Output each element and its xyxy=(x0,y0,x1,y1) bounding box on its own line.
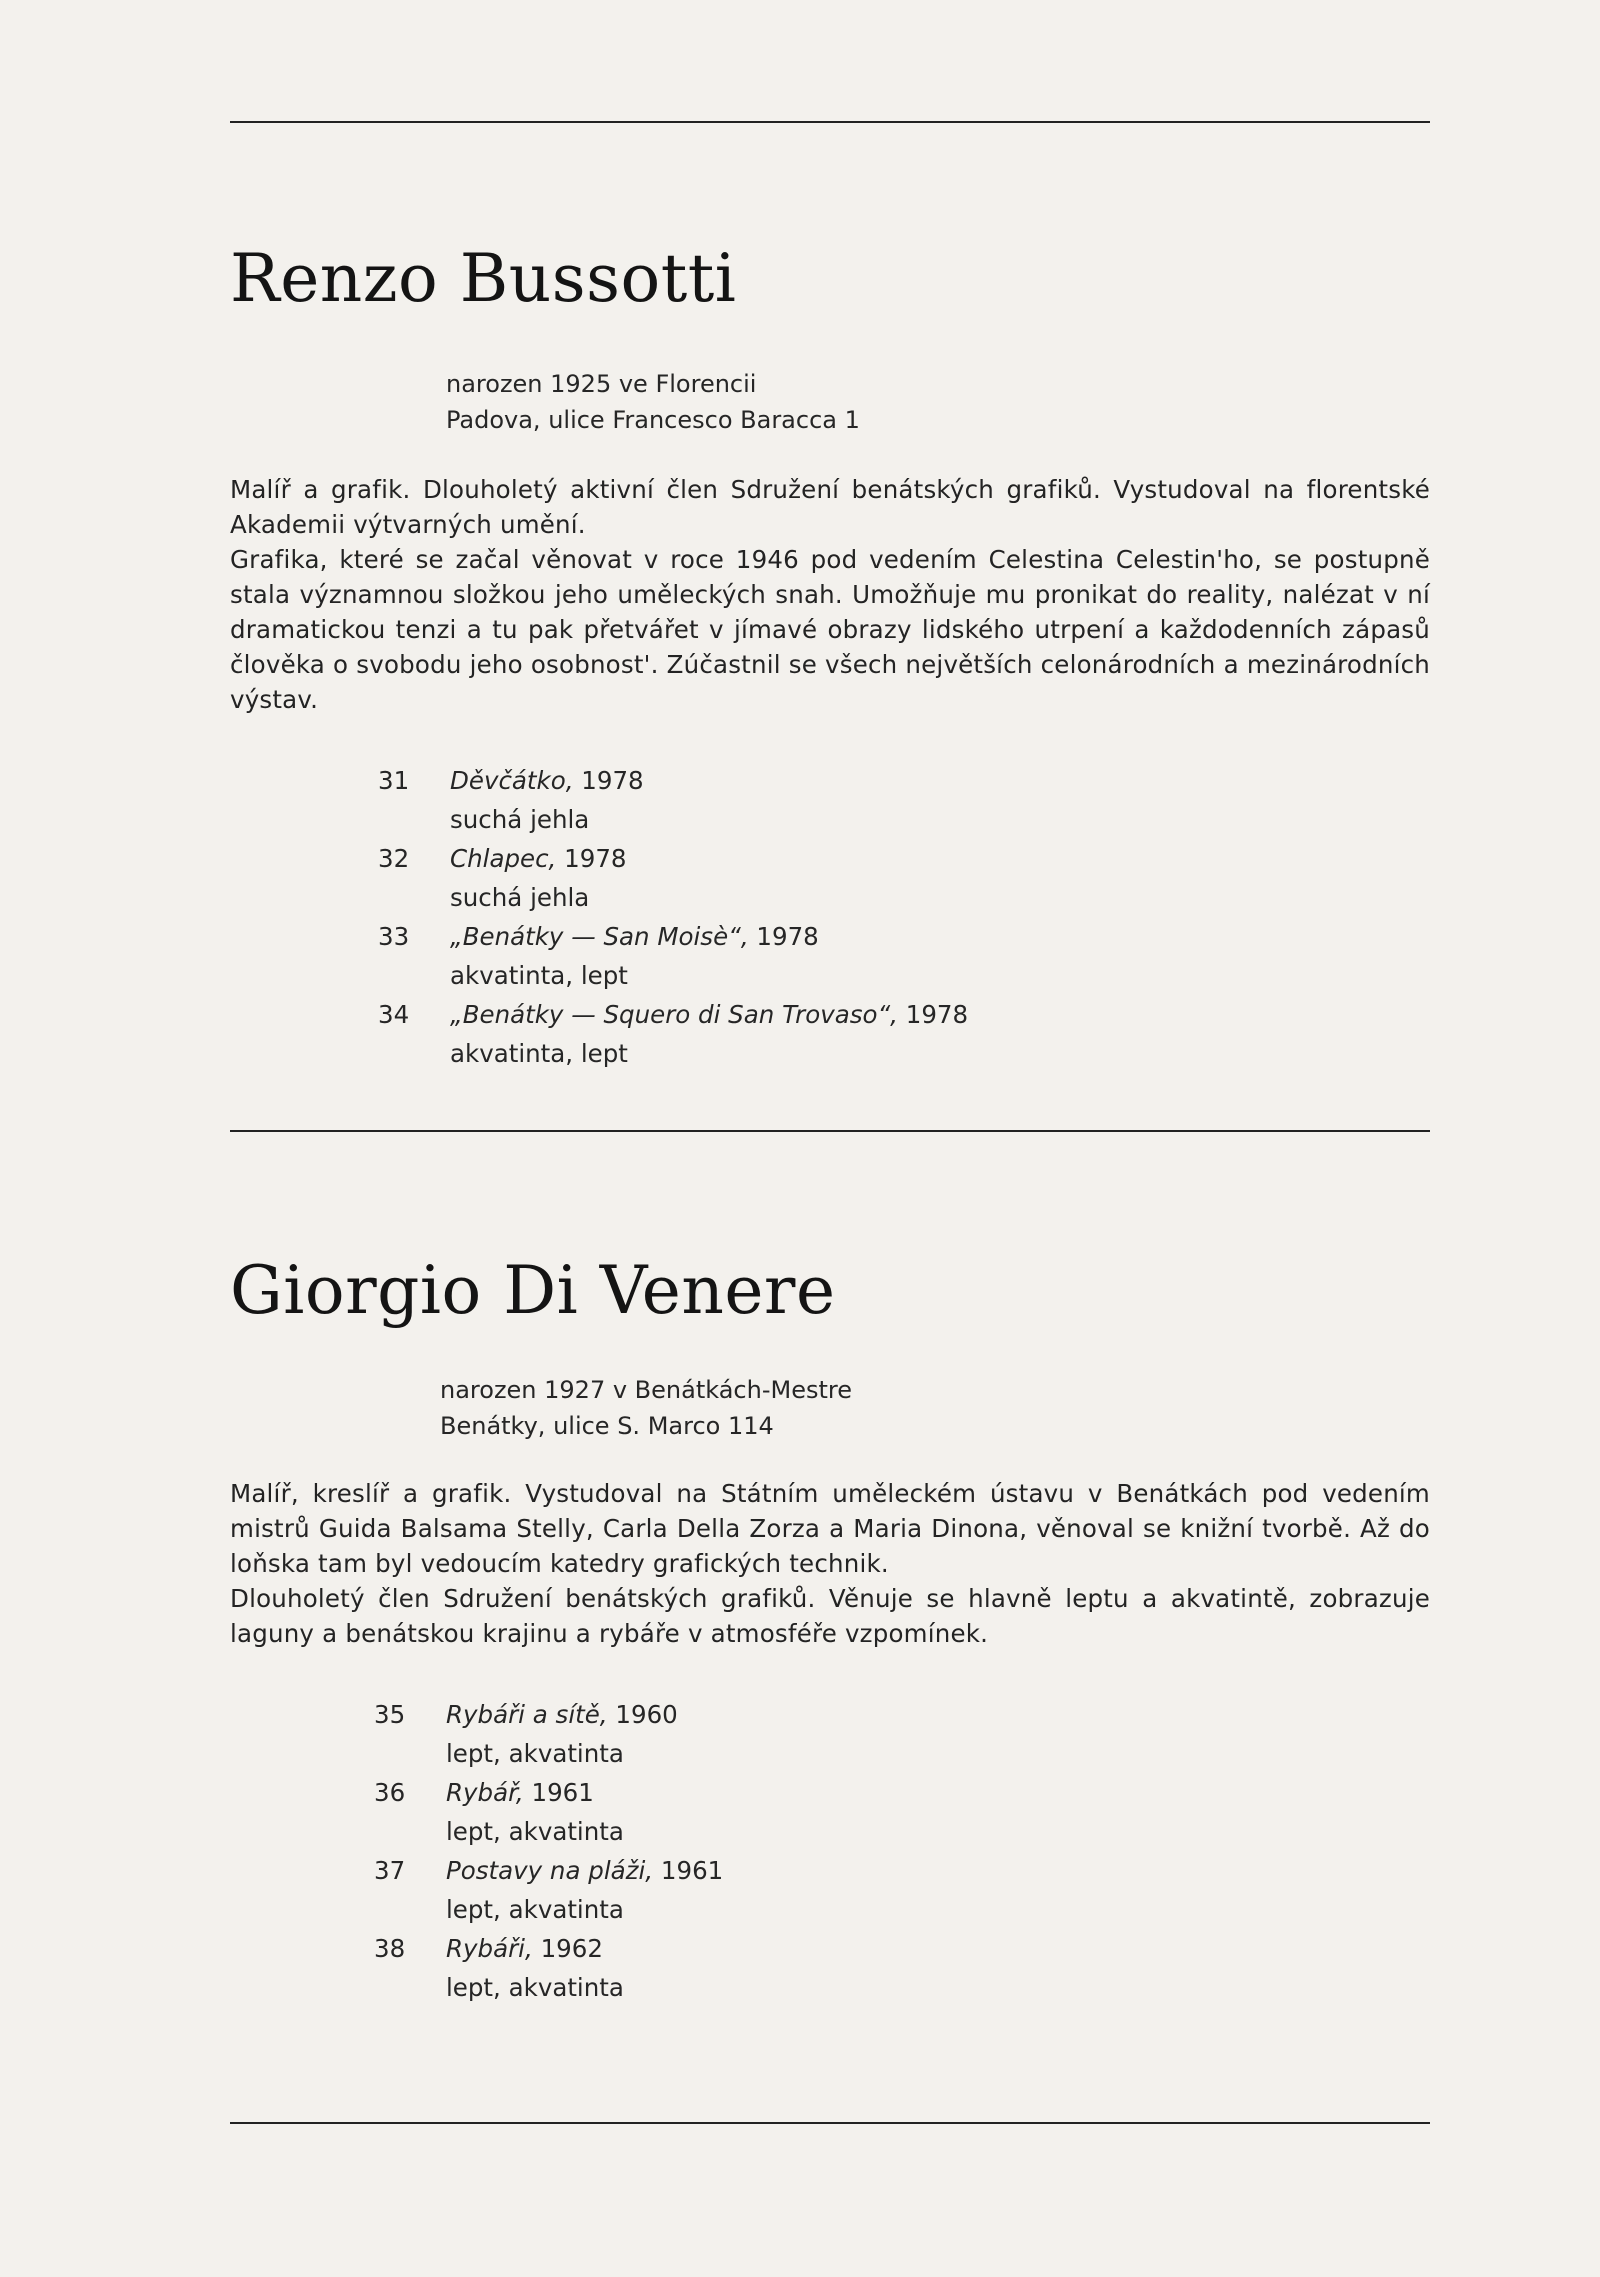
work-number: 36 xyxy=(374,1778,406,1807)
artist-address: Benátky, ulice S. Marco 114 xyxy=(440,1412,774,1440)
work-title: „Benátky — San Moisè“, xyxy=(450,922,749,951)
work-year: 1961 xyxy=(660,1856,724,1885)
work-year: 1961 xyxy=(531,1778,594,1807)
artist-bio xyxy=(230,1476,1430,1651)
work-year: 1978 xyxy=(756,922,819,951)
work-item xyxy=(230,917,1430,995)
work-title: Chlapec, xyxy=(450,844,557,873)
work-technique: akvatinta, lept xyxy=(450,1039,628,1068)
work-title: Rybář, xyxy=(446,1778,524,1807)
middle-divider xyxy=(230,1130,1430,1132)
work-title: Rybáři a sítě, xyxy=(446,1700,608,1729)
artist-address: Padova, ulice Francesco Baracca 1 xyxy=(446,406,860,434)
work-number: 31 xyxy=(378,766,410,795)
work-technique: suchá jehla xyxy=(450,883,590,912)
artist-meta xyxy=(230,366,1430,438)
work-item xyxy=(230,1773,1430,1851)
top-divider xyxy=(230,121,1430,123)
work-technique: akvatinta, lept xyxy=(450,961,628,990)
work-technique: lept, akvatinta xyxy=(446,1817,624,1846)
bio-paragraph: Malíř a grafik. Dlouholetý aktivní člen Sdružení benátských grafiků. Vystudoval na florentské Akademii výtvarných umění. xyxy=(230,475,1430,539)
work-title: Rybáři, xyxy=(446,1934,533,1963)
work-number: 33 xyxy=(378,922,410,951)
bio-paragraph: Malíř, kreslíř a grafik. Vystudoval na Státním uměleckém ústavu v Benátkách pod vedením mistrů Guida Balsama Stelly, Carla Della Zorza a Maria Dinona, věnoval se knižní tvorbě. Až do loňska tam byl vedoucím katedry grafických technik. xyxy=(230,1479,1430,1578)
artist-name: Giorgio Di Venere xyxy=(230,1252,836,1329)
artist-birth: narozen 1927 v Benátkách-Mestre xyxy=(440,1376,852,1404)
artist-name: Renzo Bussotti xyxy=(230,240,737,317)
work-item xyxy=(230,995,1430,1073)
work-item xyxy=(230,1851,1430,1929)
work-title: Děvčátko, xyxy=(450,766,574,795)
work-title: Postavy na pláži, xyxy=(446,1856,654,1885)
work-item xyxy=(230,761,1430,839)
artist-birth: narozen 1925 ve Florencii xyxy=(446,370,757,398)
bio-paragraph: Dlouholetý člen Sdružení benátských grafiků. Věnuje se hlavně leptu a akvatintě, zobrazuje laguny a benátskou krajinu a rybáře v atmosféře vzpomínek. xyxy=(230,1584,1430,1648)
work-item xyxy=(230,1695,1430,1773)
bottom-divider xyxy=(230,2122,1430,2124)
works-list xyxy=(230,761,1430,1073)
work-year: 1978 xyxy=(905,1000,969,1029)
artist-section-bussotti xyxy=(230,240,1430,1073)
work-number: 38 xyxy=(374,1934,406,1963)
work-technique: lept, akvatinta xyxy=(446,1739,624,1768)
work-number: 35 xyxy=(374,1700,406,1729)
artist-meta xyxy=(230,1372,1430,1444)
work-number: 34 xyxy=(378,1000,410,1029)
work-year: 1978 xyxy=(564,844,627,873)
work-number: 32 xyxy=(378,844,410,873)
work-number: 37 xyxy=(374,1856,406,1885)
work-item xyxy=(230,839,1430,917)
work-item xyxy=(230,1929,1430,2007)
works-list xyxy=(230,1695,1430,2007)
work-year: 1978 xyxy=(581,766,644,795)
work-technique: suchá jehla xyxy=(450,805,590,834)
artist-section-di-venere xyxy=(230,1252,1430,2007)
work-title: „Benátky — Squero di San Trovaso“, xyxy=(450,1000,898,1029)
artist-bio xyxy=(230,472,1430,717)
work-technique: lept, akvatinta xyxy=(446,1973,624,2002)
work-year: 1960 xyxy=(615,1700,678,1729)
work-year: 1962 xyxy=(540,1934,603,1963)
work-technique: lept, akvatinta xyxy=(446,1895,624,1924)
bio-paragraph: Grafika, které se začal věnovat v roce 1946 pod vedením Celestina Celestin'ho, se postupně stala významnou složkou jeho uměleckých snah. Umožňuje mu pronikat do reality, nalézat v ní dramatickou tenzi a tu pak přetvářet v jímavé obrazy lidského utrpení a každodenních zápasů člověka o svobodu jeho osobnost'. Zúčastnil se všech největších celonárodních a mezinárodních výstav. xyxy=(230,545,1430,714)
